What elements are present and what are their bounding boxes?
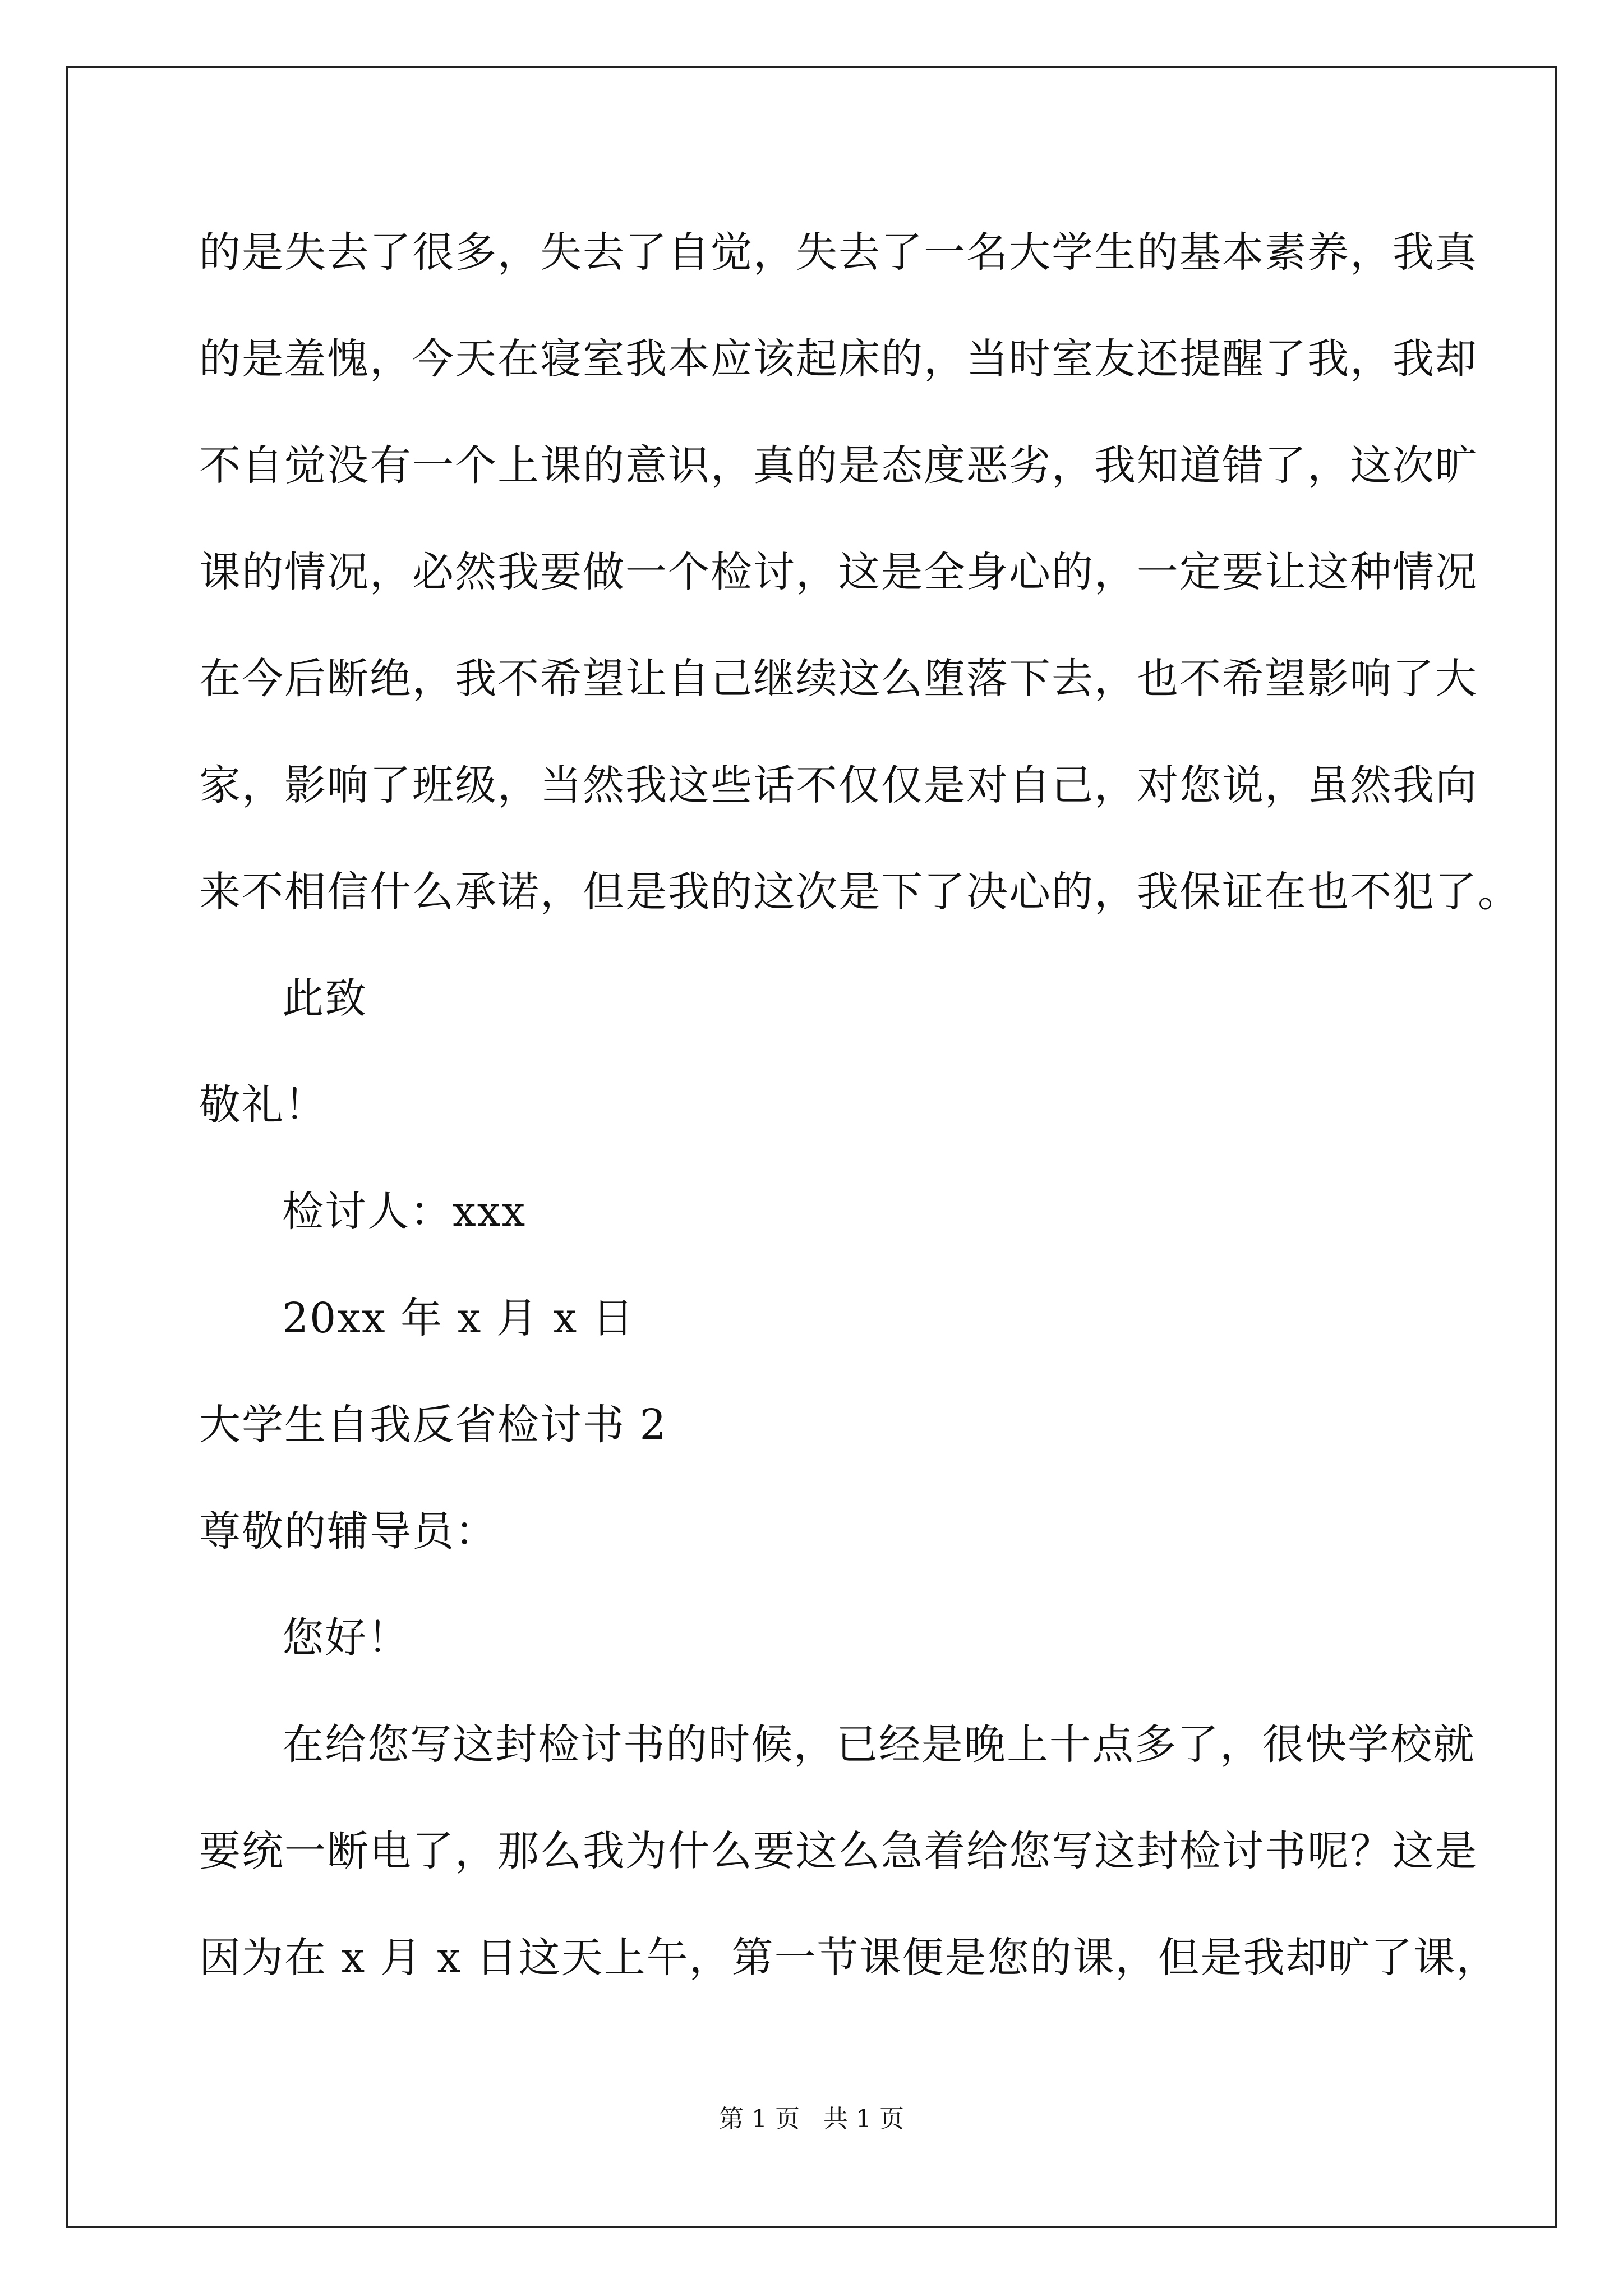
closing-regards: 敬礼！ [199, 1081, 327, 1129]
document-body [199, 219, 1520, 2031]
closing-salutation: 此致 [282, 974, 367, 1023]
body-line-4: 课的情况，必然我要做一个检讨，这是全身心的，一定要让这种情况 [199, 548, 1478, 596]
body-line-6: 家，影响了班级，当然我这些话不仅仅是对自己，对您说，虽然我向 [199, 761, 1478, 809]
date-line: 20xx 年 x 月 x 日 [282, 1294, 635, 1342]
greeting-recipient: 尊敬的辅导员： [199, 1507, 497, 1556]
section-title: 大学生自我反省检讨书 2 [199, 1401, 667, 1449]
signature-line: 检讨人：xxx [282, 1188, 527, 1236]
page-number-footer: 第 1 页 共 1 页 [719, 2105, 904, 2133]
body-line-2: 的是羞愧，今天在寝室我本应该起床的，当时室友还提醒了我，我却 [199, 335, 1478, 383]
body-line-3: 不自觉没有一个上课的意识，真的是态度恶劣，我知道错了，这次旷 [199, 441, 1478, 490]
greeting-hello: 您好！ [282, 1614, 410, 1662]
body-line-9: 要统一断电了，那么我为什么要这么急着给您写这封检讨书呢？这是 [199, 1827, 1478, 1875]
body-line-7: 来不相信什么承诺，但是我的这次是下了决心的，我保证在也不犯了。 [199, 868, 1520, 916]
body-line-5: 在今后断绝，我不希望让自己继续这么堕落下去，也不希望影响了大 [199, 655, 1478, 703]
body-line-8: 在给您写这封检讨书的时候，已经是晚上十点多了，很快学校就 [282, 1720, 1476, 1769]
body-line-1: 的是失去了很多，失去了自觉，失去了一名大学生的基本素养，我真 [199, 228, 1478, 277]
body-line-10: 因为在 x 月 x 日这天上午，第一节课便是您的课，但是我却旷了课， [199, 1934, 1499, 1982]
